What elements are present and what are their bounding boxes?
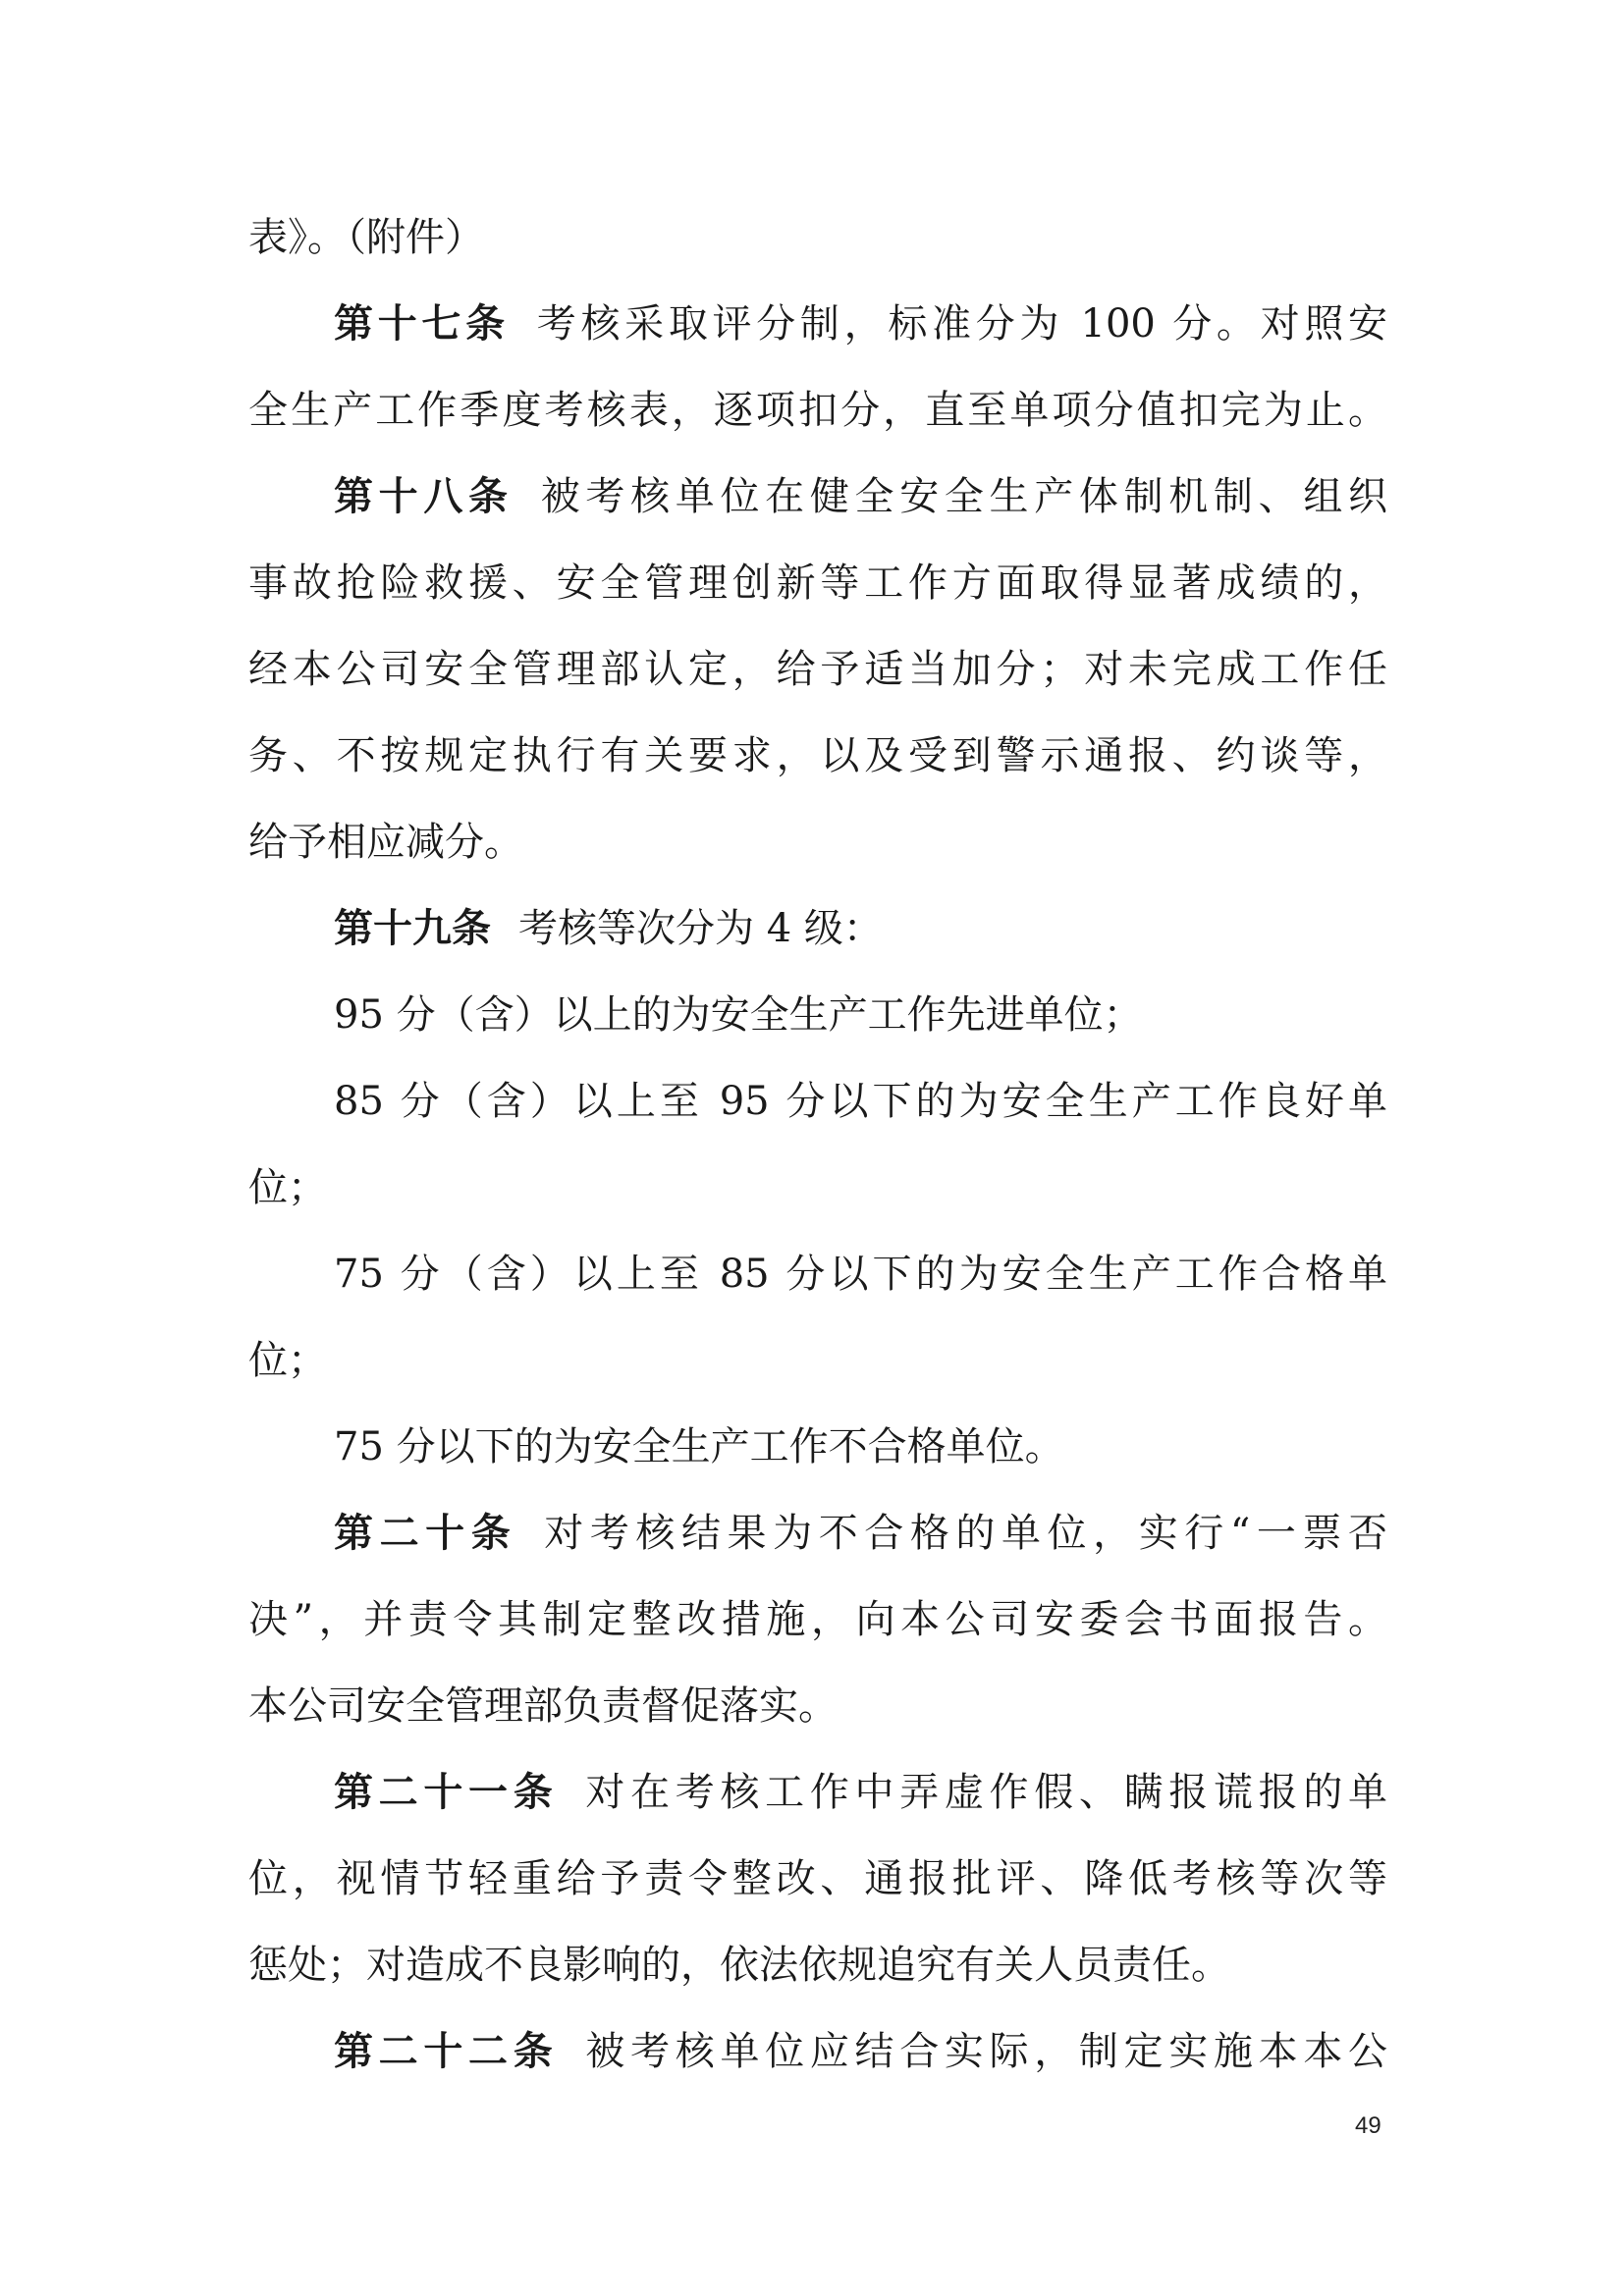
line-text: 惩处；对造成不良影响的，依法依规追究有关人员责任。 — [248, 1943, 1230, 1988]
line-text: 位； — [248, 1338, 327, 1383]
text-line — [248, 381, 1387, 440]
line-text: 被考核单位应结合实际，制定实施本本公 — [585, 2029, 1387, 2074]
article-heading: 第十九条 — [334, 906, 491, 951]
text-line — [248, 208, 1387, 267]
text-line — [248, 1158, 1387, 1217]
line-text: 事故抢险救援、安全管理创新等工作方面取得显著成绩的， — [248, 561, 1387, 606]
text-line — [334, 986, 1387, 1044]
line-text: 对考核结果为不合格的单位，实行“一票否 — [544, 1511, 1387, 1556]
text-line — [248, 640, 1387, 699]
line-text: 95 分（含）以上的为安全生产工作先进单位； — [334, 992, 1143, 1038]
article-heading: 第十八条 — [334, 474, 514, 519]
text-line — [248, 1590, 1387, 1649]
text-line — [334, 1072, 1387, 1131]
article-18-line — [334, 467, 1387, 526]
line-text: 位，视情节轻重给予责令整改、通报批评、降低考核等次等 — [248, 1856, 1387, 1901]
line-text: 给予相应减分。 — [248, 820, 523, 865]
line-text: 务、不按规定执行有关要求，以及受到警示通报、约谈等， — [248, 733, 1387, 778]
text-line — [248, 813, 1387, 872]
line-text: 75 分以下的为安全生产工作不合格单位。 — [334, 1424, 1064, 1469]
line-text: 决”，并责令其制定整改措施，向本公司安委会书面报告。 — [248, 1597, 1387, 1642]
line-text: 85 分（含）以上至 95 分以下的为安全生产工作良好单 — [334, 1079, 1387, 1124]
line-text: 经本公司安全管理部认定，给予适当加分；对未完成工作任 — [248, 647, 1387, 692]
article-19-line — [334, 899, 1387, 958]
text-line — [248, 1677, 1387, 1735]
text-line — [334, 1245, 1387, 1304]
article-heading: 第二十一条 — [334, 1770, 559, 1815]
line-text: 对在考核工作中弄虚作假、瞒报谎报的单 — [585, 1770, 1387, 1815]
article-heading: 第二十条 — [334, 1511, 517, 1556]
text-line — [248, 726, 1387, 785]
article-21-line — [334, 1763, 1387, 1822]
article-heading: 第十七条 — [334, 301, 510, 347]
article-20-line — [334, 1504, 1387, 1563]
article-heading: 第二十二条 — [334, 2029, 559, 2074]
line-text: 全生产工作季度考核表，逐项扣分，直至单项分值扣完为止。 — [248, 388, 1387, 433]
line-text: 位； — [248, 1165, 327, 1210]
text-line — [248, 1936, 1387, 1995]
text-line — [248, 554, 1387, 613]
article-22-line — [334, 2022, 1387, 2081]
line-text: 75 分（含）以上至 85 分以下的为安全生产工作合格单 — [334, 1252, 1387, 1297]
line-text: 表》。（附件） — [248, 215, 484, 260]
page-number: 49 — [1355, 2112, 1381, 2139]
line-text: 本公司安全管理部负责督促落实。 — [248, 1683, 838, 1729]
line-text: 考核采取评分制，标准分为 100 分。对照安 — [536, 301, 1387, 347]
text-line — [248, 1849, 1387, 1908]
line-text: 考核等次分为 4 级： — [518, 906, 883, 951]
text-line — [334, 1417, 1387, 1476]
article-17-line — [334, 294, 1387, 353]
line-text: 被考核单位在健全安全生产体制机制、组织 — [540, 474, 1387, 519]
text-line — [248, 1331, 1387, 1390]
